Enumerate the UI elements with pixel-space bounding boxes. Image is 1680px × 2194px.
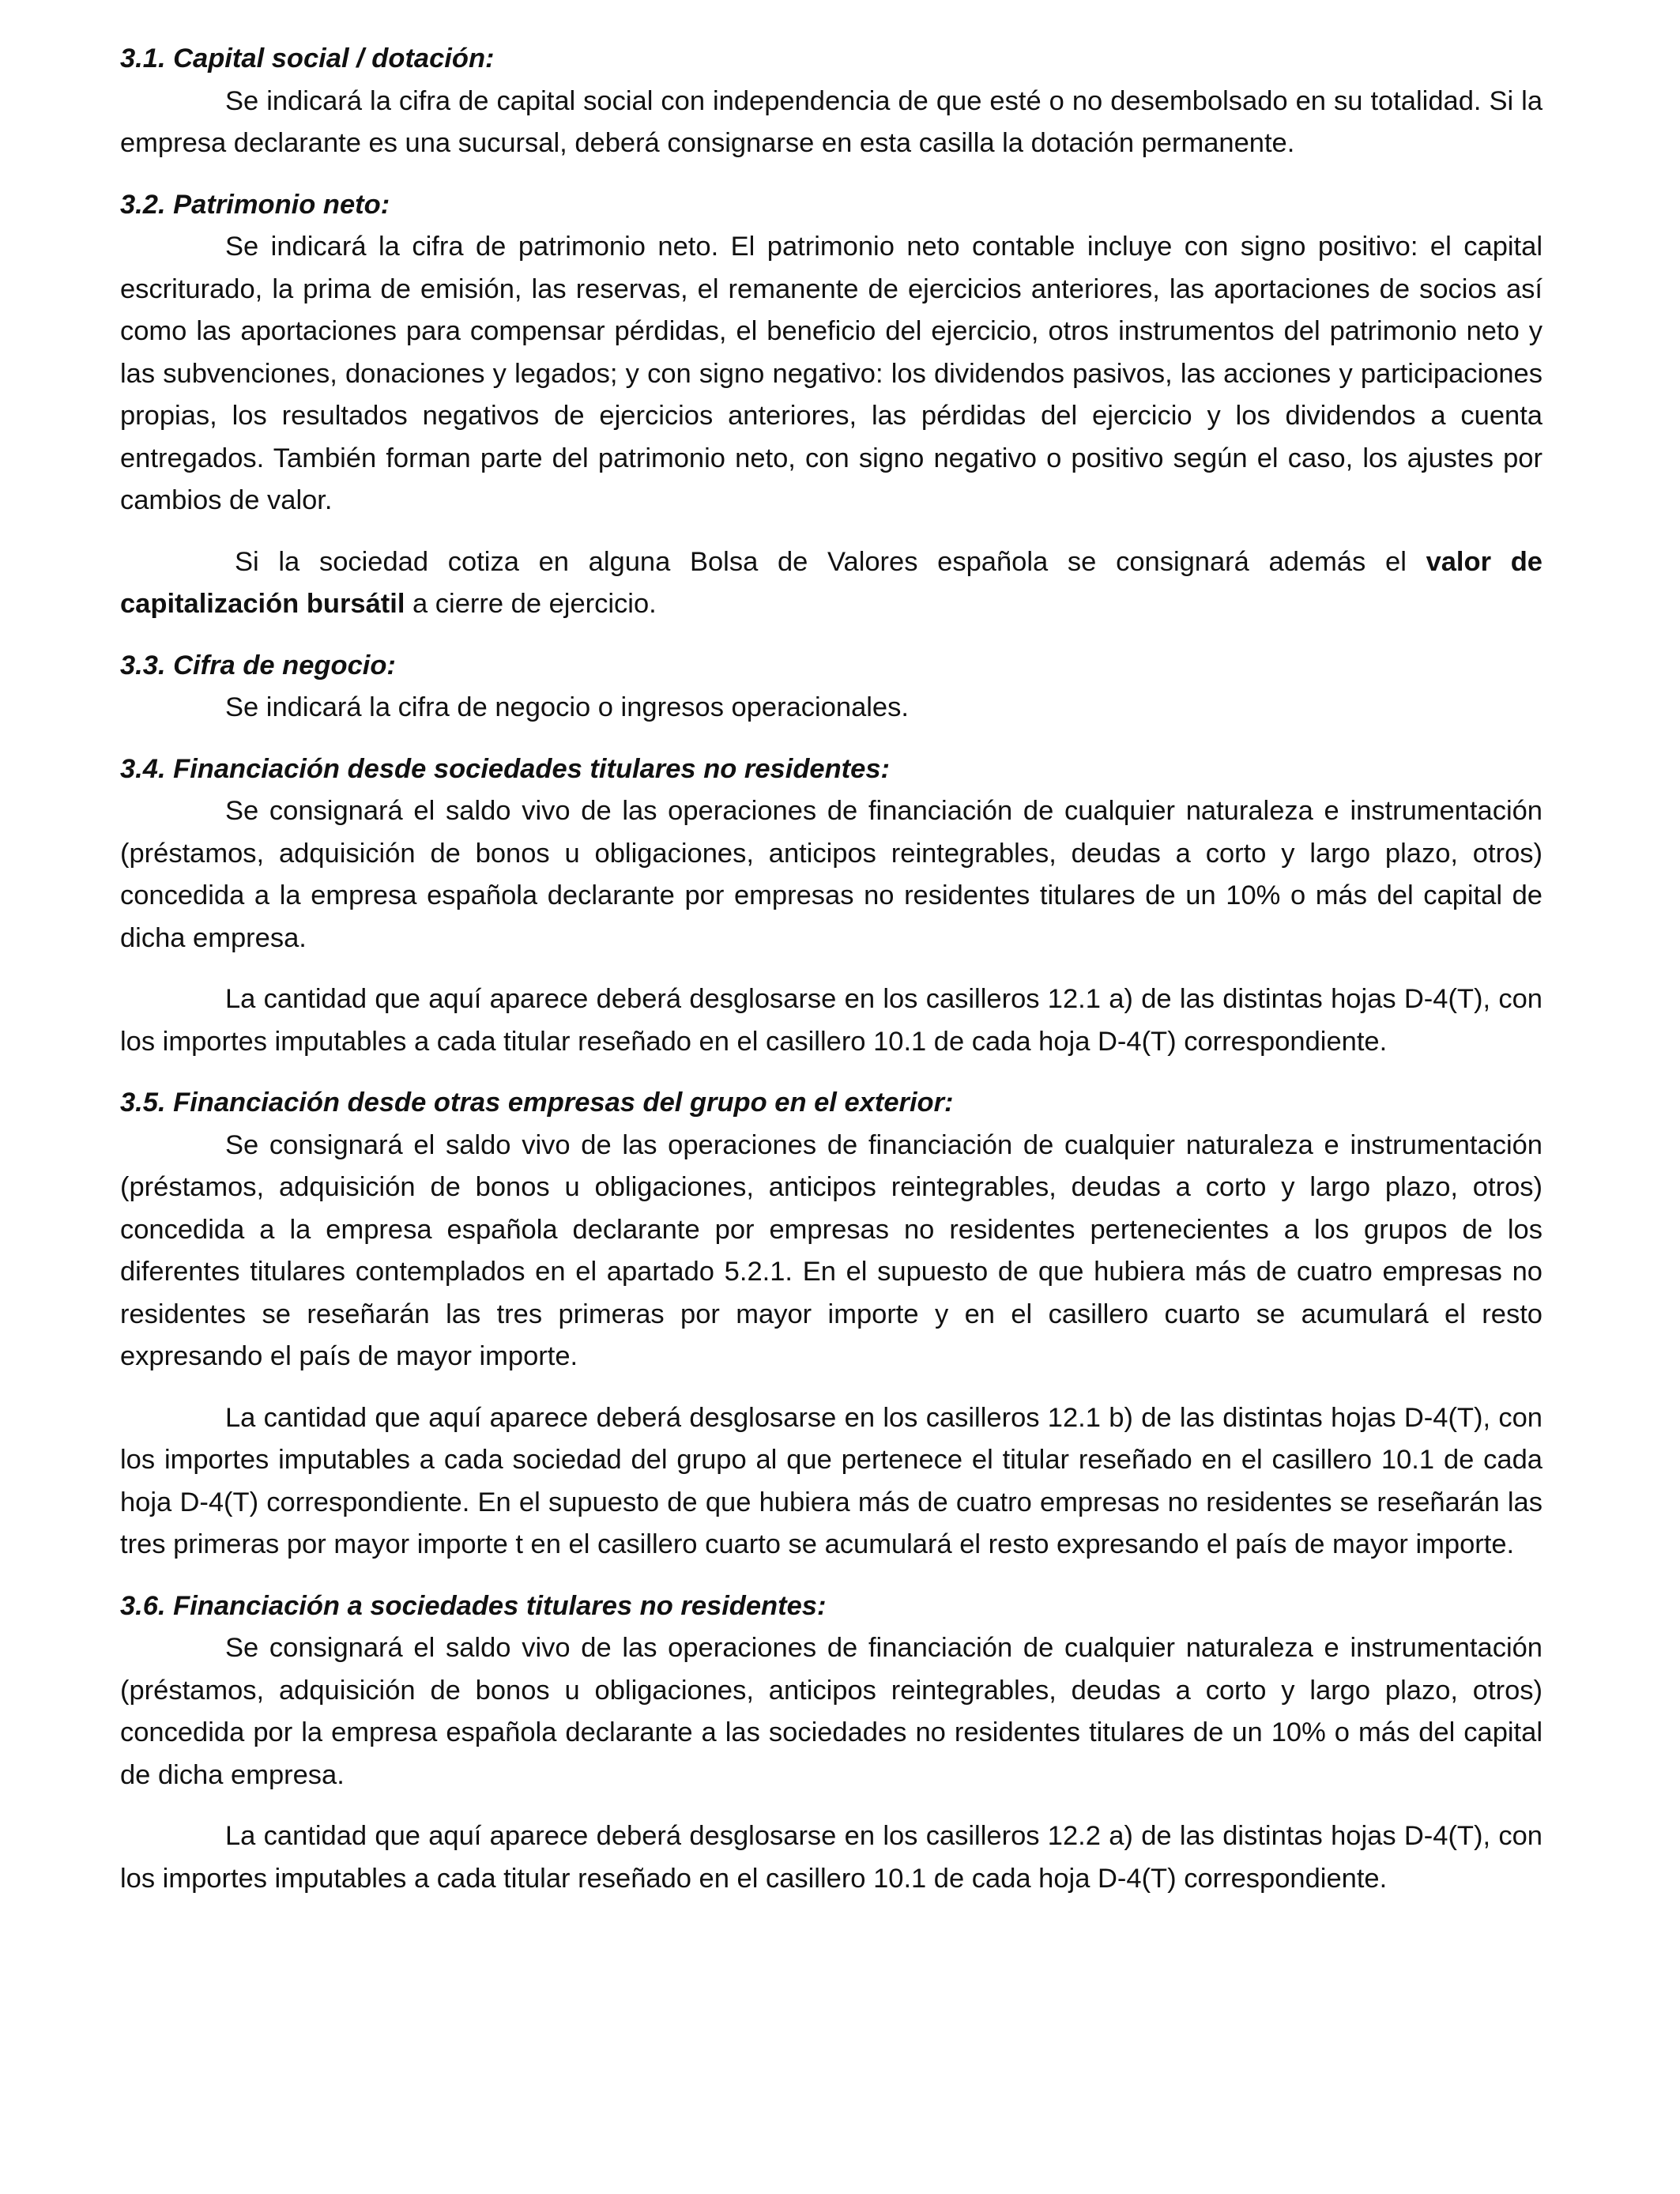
bursatil-text-after: a cierre de ejercicio. [405, 589, 657, 619]
section-heading-3-3: 3.3. Cifra de negocio: [120, 650, 396, 680]
section-heading-3-4: 3.4. Financiación desde sociedades titulares no residentes: [120, 753, 891, 784]
section-heading-3-1: 3.1. Capital social / dotación: [120, 43, 495, 74]
section-3-5-paragraph-1: Se consignará el saldo vivo de las operaciones de financiación de cualquier naturaleza e instrumentación (préstamos, adquisición de bonos u obligaciones, anticipos reintegrables, deudas a corto y largo plazo, otros) concedida a la empresa española declarante por empresas no residentes pertenecientes a los grupos de los diferentes titulares contemplados en el apartado 5.2.1. En el supuesto de que hubiera más de cuatro empresas no residentes se reseñarán las tres primeras por mayor importe y en el casillero cuarto se acumulará el resto expresando el país de mayor importe. [120, 1129, 1543, 1371]
section-3-6-paragraph-2: La cantidad que aquí aparece deberá desglosarse en los casilleros 12.2 a) de las distintas hojas D-4(T), con los importes imputables a cada titular reseñado en el casillero 10.1 de cada hoja D-4(T) correspondiente. [120, 1821, 1543, 1894]
section-3-2-bursatil-paragraph [120, 541, 1543, 626]
section-3-2-paragraph: Se indicará la cifra de patrimonio neto. El patrimonio neto contable incluye con signo positivo: el capital escriturado, la prima de emisión, las reservas, el remanente de ejercicios anteriores, las aportaciones de socios así como las aportaciones para compensar pérdidas, el beneficio del ejercicio, otros instrumentos del patrimonio neto y las subvenciones, donaciones y legados; y con signo negativo: los dividendos pasivos, las acciones y participaciones propias, los resultados negativos de ejercicios anteriores, las pérdidas del ejercicio y los dividendos a cuenta entregados. También forman parte del patrimonio neto, con signo negativo o positivo según el caso, los ajustes por cambios de valor. [120, 232, 1543, 515]
section-3-4-paragraph-2: La cantidad que aquí aparece deberá desglosarse en los casilleros 12.1 a) de las distintas hojas D-4(T), con los importes imputables a cada titular reseñado en el casillero 10.1 de cada hoja D-4(T) correspondiente. [120, 984, 1543, 1057]
section-heading-3-2: 3.2. Patrimonio neto: [120, 189, 390, 220]
section-3-6-paragraph-1: Se consignará el saldo vivo de las operaciones de financiación de cualquier naturaleza e instrumentación (préstamos, adquisición de bonos u obligaciones, anticipos reintegrables, deudas a corto y largo plazo, otros) concedida por la empresa española declarante a las sociedades no residentes titulares de un 10% o más del capital de dicha empresa. [120, 1633, 1543, 1790]
section-3-1-paragraph: Se indicará la cifra de capital social con independencia de que esté o no desembolsado en su totalidad. Si la empresa declarante es una sucursal, deberá consignarse en esta casilla la dotación permanente. [120, 85, 1543, 158]
bursatil-text-before: Si la sociedad cotiza en alguna Bolsa de Valores española se consignará además el [235, 546, 1426, 577]
bursatil-bold-term: valor de capitalización bursátil [120, 546, 1543, 619]
section-heading-3-6: 3.6. Financiación a sociedades titulares no residentes: [120, 1590, 827, 1621]
document-page [120, 38, 1543, 1900]
section-heading-3-5: 3.5. Financiación desde otras empresas del grupo en el exterior: [120, 1088, 954, 1118]
section-3-5-paragraph-2: La cantidad que aquí aparece deberá desglosarse en los casilleros 12.1 b) de las distintas hojas D-4(T), con los importes imputables a cada sociedad del grupo al que pertenece el titular reseñado en el casillero 10.1 de cada hoja D-4(T) correspondiente. En el supuesto de que hubiera más de cuatro empresas no residentes se reseñarán las tres primeras por mayor importe t en el casillero cuarto se acumulará el resto expresando el país de mayor importe. [120, 1402, 1543, 1559]
section-3-3-paragraph: Se indicará la cifra de negocio o ingresos operacionales. [225, 692, 909, 722]
section-3-4-paragraph-1: Se consignará el saldo vivo de las operaciones de financiación de cualquier naturaleza e instrumentación (préstamos, adquisición de bonos u obligaciones, anticipos reintegrables, deudas a corto y largo plazo, otros) concedida a la empresa española declarante por empresas no residentes titulares de un 10% o más del capital de dicha empresa. [120, 796, 1543, 953]
